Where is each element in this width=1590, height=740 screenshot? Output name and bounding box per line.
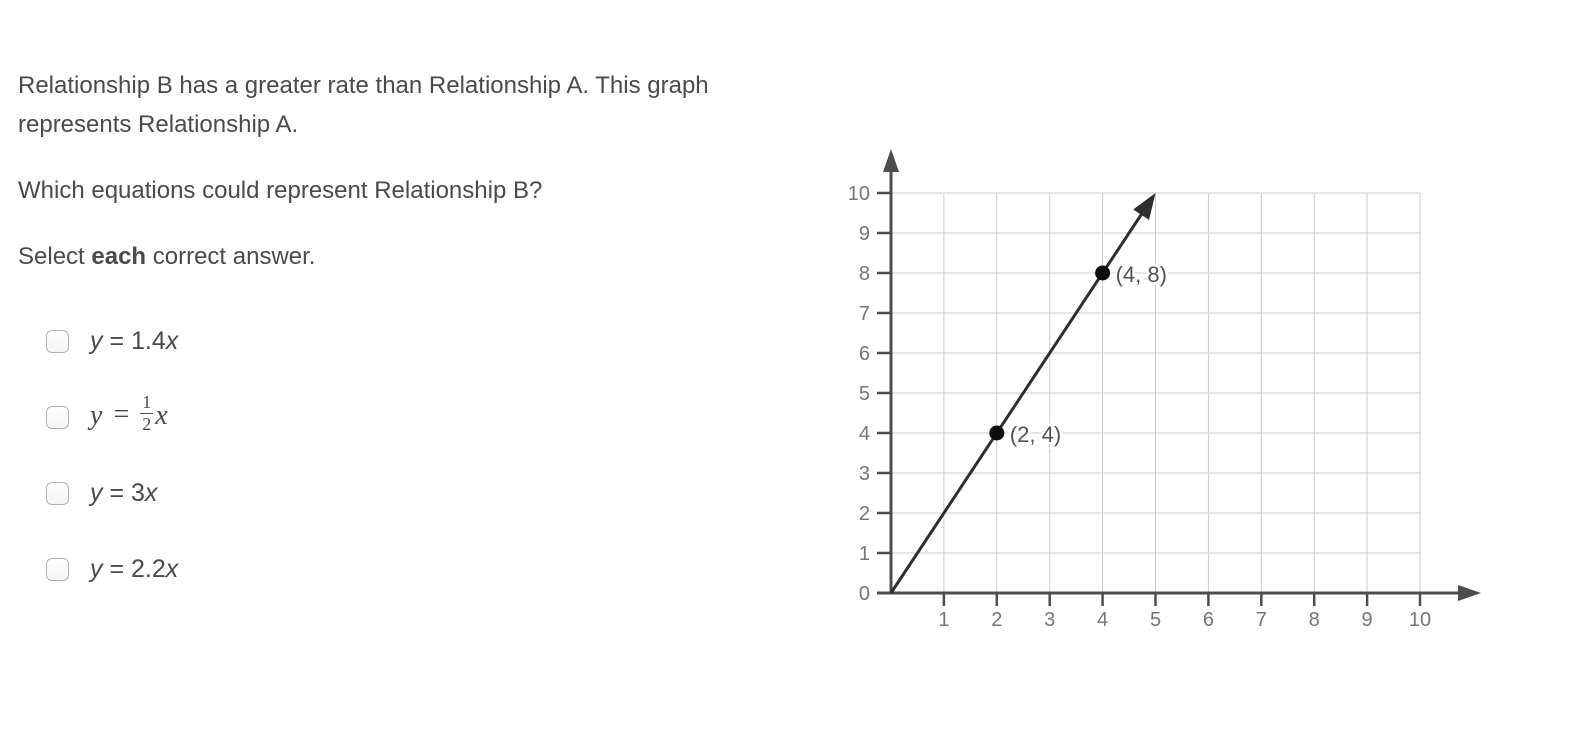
answer-option-3: [18, 455, 758, 531]
fraction-one-half: [140, 393, 153, 434]
question-subprompt: Which equations could represent Relationship B?: [18, 177, 543, 204]
question-instruction: [18, 237, 758, 276]
y-tick-label: 7: [858, 303, 870, 325]
x-tick-label: 6: [1202, 609, 1214, 631]
y-tick-label: 4: [858, 423, 870, 445]
question-panel: [18, 66, 758, 607]
answer-option-1: [18, 303, 758, 379]
var-x: x: [155, 399, 168, 431]
option-1-label: [90, 327, 178, 356]
answer-option-4: [18, 531, 758, 607]
y-tick-label: 0: [858, 583, 870, 605]
question-prompt: Relationship B has a greater rate than Relationship A. This graph represents Relationship A.: [18, 72, 709, 138]
x-tick-label: 2: [991, 609, 1003, 631]
y-tick-label: 10: [847, 183, 870, 205]
data-point: [989, 426, 1004, 441]
answer-option-2: [18, 379, 758, 455]
fraction-denominator: 2: [142, 413, 152, 434]
data-point: [1095, 266, 1110, 281]
x-tick-label: 4: [1097, 609, 1109, 631]
x-tick-label: 3: [1044, 609, 1056, 631]
equals-coefficient: = 1.4: [102, 326, 166, 355]
equals-sign: =: [113, 399, 130, 431]
fraction-numerator: 1: [142, 391, 152, 412]
equals-coefficient: = 3: [102, 478, 145, 507]
x-tick-label: 10: [1408, 609, 1432, 631]
y-tick-label: 2: [858, 503, 870, 525]
y-tick-label: 1: [858, 543, 870, 565]
instruction-prefix: Select: [18, 243, 92, 270]
option-3-label: [90, 479, 157, 508]
x-tick-label: 1: [938, 609, 950, 631]
x-tick-label: 7: [1255, 609, 1267, 631]
var-y: y: [90, 478, 103, 507]
var-x: x: [165, 326, 179, 355]
option-3-checkbox[interactable]: [46, 482, 69, 505]
y-tick-label: 3: [858, 463, 870, 485]
answer-options-list: [18, 303, 758, 607]
point-label: (2, 4): [1009, 422, 1062, 447]
option-2-label: [90, 391, 168, 438]
y-tick-label: 5: [858, 383, 870, 405]
graph-svg: [820, 140, 1510, 660]
instruction-emphasis: each: [91, 243, 147, 270]
var-y: y: [90, 326, 103, 355]
y-tick-label: 9: [858, 223, 870, 245]
y-tick-label: 8: [858, 263, 870, 285]
x-tick-label: 8: [1308, 609, 1320, 631]
var-y: y: [90, 554, 103, 583]
option-1-checkbox[interactable]: [46, 330, 69, 353]
option-4-checkbox[interactable]: [46, 558, 69, 581]
var-x: x: [165, 554, 179, 583]
plot-line-arrowhead-icon: [1133, 193, 1155, 220]
x-tick-label: 9: [1361, 609, 1373, 631]
y-tick-label: 6: [858, 343, 870, 365]
option-4-label: [90, 555, 178, 584]
relationship-a-graph: [820, 140, 1510, 660]
point-label: (4, 8): [1115, 262, 1167, 287]
y-axis-arrowhead-icon: [883, 149, 899, 172]
x-tick-label: 5: [1149, 609, 1162, 631]
instruction-suffix: correct answer.: [146, 243, 316, 270]
x-axis-arrowhead-icon: [1458, 585, 1481, 601]
var-y: y: [90, 399, 103, 431]
equals-coefficient: = 2.2: [102, 554, 166, 583]
var-x: x: [144, 478, 158, 507]
option-2-checkbox[interactable]: [46, 406, 69, 429]
